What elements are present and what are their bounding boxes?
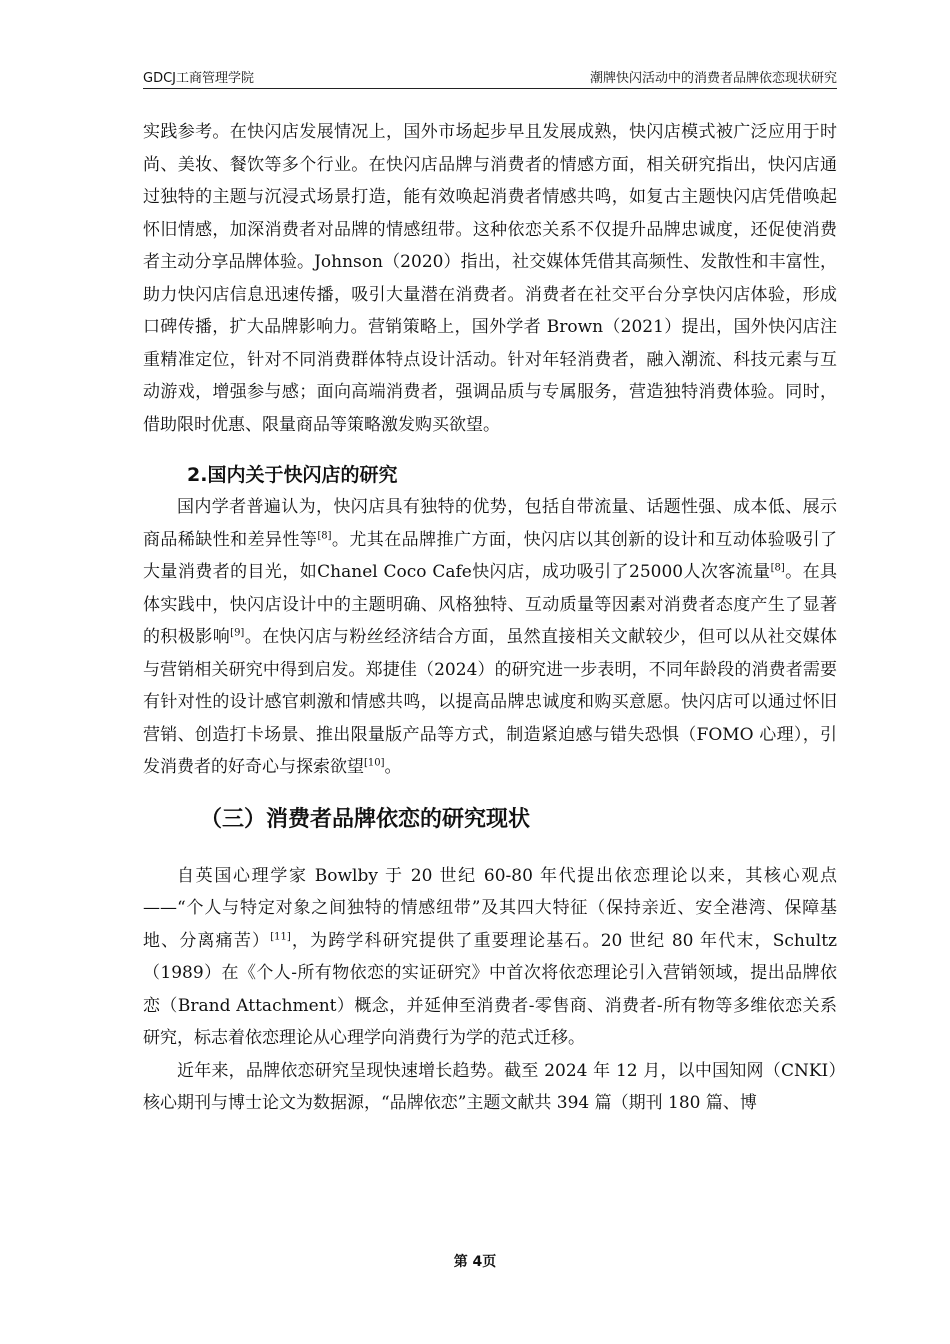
citation-ref: [8]: [317, 529, 332, 541]
citation-ref: [9]: [230, 627, 245, 639]
paragraph-text: 国内学者普遍认为，快闪店具有独特的优势，包括自带流量、话题性强、成本低、展示商品稀缺性和差异性等: [143, 497, 837, 550]
citation-ref: [10]: [364, 757, 385, 769]
paragraph-text: 。尤其在品牌推广方面，快闪店以其创新的设计和互动体验吸引了大量消费者的目光，如Chanel Coco Cafe快闪店，成功吸引了25000人次客流量: [143, 529, 838, 582]
paragraph-text: 自英国心理学家 Bowlby 于 20 世纪 60-80 年代提出依恋理论以来，其核心观点——“个人与特定对象之间独特的情感纽带”及其四大特征（保持亲近、安全港湾、保障基地、分离痛苦）: [143, 865, 837, 951]
page-body: [143, 116, 837, 1120]
citation-ref: [8]: [770, 562, 785, 574]
page-number: 第 4页: [453, 1254, 497, 1270]
paragraph-text: 。在快闪店与粉丝经济结合方面，虽然直接相关文献较少，但可以从社交媒体与营销相关研究中得到启发。郑捷佳（2024）的研究进一步表明，不同年龄段的消费者需要有针对性的设计感官刺激和情感共鸣，以提高品牌忠诚度和购买意愿。快闪店可以通过怀旧营销、创造打卡场景、推出限量版产品等方式，制造紧迫感与错失恐惧（FOMO 心理），引发消费者的好奇心与探索欲望: [143, 627, 838, 777]
section-heading: （三）消费者品牌依恋的研究现状: [200, 806, 531, 832]
page-header: [143, 66, 837, 89]
citation-ref: [11]: [270, 930, 291, 942]
header-paper-title: 潮牌快闪活动中的消费者品牌依恋现状研究: [589, 71, 837, 86]
subsection-heading: 2.国内关于快闪店的研究: [187, 464, 398, 486]
paragraph-text: ，为跨学科研究提供了重要理论基石。20 世纪 80 年代末，Schultz（1989）在《个人-所有物依恋的实证研究》中首次将依恋理论引入营销领域，提出品牌依恋（Brand Attachment）概念，并延伸至消费者-零售商、消费者-所有物等多维依恋关系研究，标志着依恋理论从心理学向消费行为学的范式迁移。: [143, 930, 838, 1048]
body-paragraph: [143, 491, 837, 784]
body-paragraph: 实践参考。在快闪店发展情况上，国外市场起步早且发展成熟，快闪店模式被广泛应用于时尚、美妆、餐饮等多个行业。在快闪店品牌与消费者的情感方面，相关研究指出，快闪店通过独特的主题与沉浸式场景打造，能有效唤起消费者情感共鸣，如复古主题快闪店凭借唤起怀旧情感，加深消费者对品牌的情感纽带。这种依恋关系不仅提升品牌忠诚度，还促使消费者主动分享品牌体验。Johnson（2020）指出，社交媒体凭借其高频性、发散性和丰富性，助力快闪店信息迅速传播，吸引大量潜在消费者。消费者在社交平台分享快闪店体验，形成口碑传播，扩大品牌影响力。营销策略上，国外学者 Brown（2021）提出，国外快闪店注重精准定位，针对不同消费群体特点设计活动。针对年轻消费者，融入潮流、科技元素与互动游戏，增强参与感；面向高端消费者，强调品质与专属服务，营造独特消费体验。同时，借助限时优惠、限量商品等策略激发购买欲望。: [143, 122, 837, 435]
body-paragraph: 近年来，品牌依恋研究呈现快速增长趋势。截至 2024 年 12 月，以中国知网（CNKI）核心期刊与博士论文为数据源，“品牌依恋”主题文献共 394 篇（期刊 180 篇、博: [143, 1060, 837, 1113]
header-institution: GDCJ工商管理学院: [143, 71, 254, 86]
paragraph-text: 。在具体实践中，快闪店设计中的主题明确、风格独特、互动质量等因素对消费者态度产生了显著的积极影响: [143, 562, 837, 647]
paragraph-text: 。: [384, 757, 402, 777]
body-paragraph: [143, 860, 837, 1055]
